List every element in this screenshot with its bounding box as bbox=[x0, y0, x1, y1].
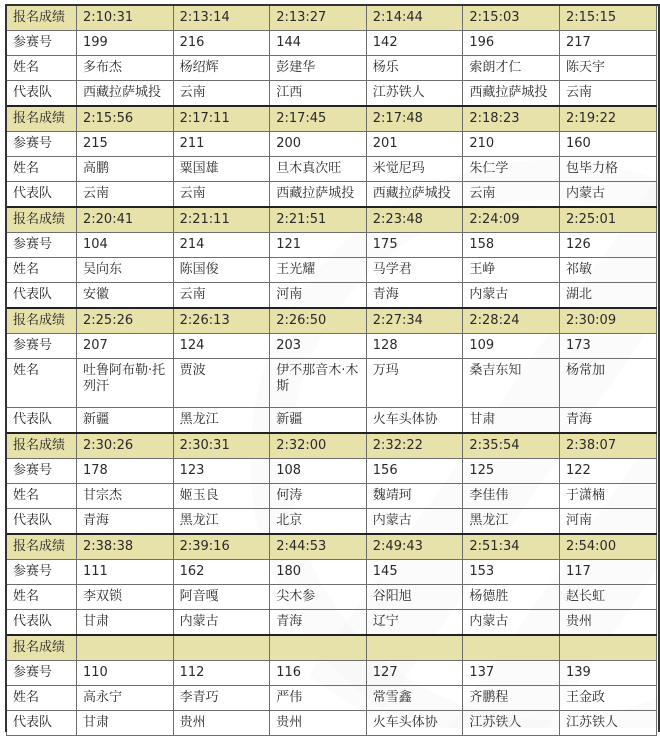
result-cell: 2:21:11 bbox=[173, 207, 270, 233]
row-label-team: 代表队 bbox=[7, 81, 77, 107]
result-cell: 2:54:00 bbox=[559, 534, 656, 560]
name-cell: 陈国俊 bbox=[173, 258, 270, 283]
name-cell: 杨常加 bbox=[559, 359, 656, 408]
team-cell: 甘肃 bbox=[77, 610, 174, 636]
result-cell: 2:44:53 bbox=[270, 534, 367, 560]
team-cell: 河南 bbox=[270, 283, 367, 309]
team-cell: 西藏拉萨城投 bbox=[366, 182, 463, 208]
team-cell: 湖北 bbox=[559, 283, 656, 309]
result-cell: 2:23:48 bbox=[366, 207, 463, 233]
result-cell: 2:39:16 bbox=[173, 534, 270, 560]
team-row bbox=[7, 509, 657, 535]
name-cell: 王金政 bbox=[559, 686, 656, 711]
result-row bbox=[7, 534, 657, 560]
team-row bbox=[7, 610, 657, 636]
result-cell: 2:17:11 bbox=[173, 106, 270, 132]
bib-cell: 108 bbox=[270, 459, 367, 484]
result-cell bbox=[559, 635, 656, 661]
name-cell: 索朗才仁 bbox=[463, 56, 560, 81]
team-row bbox=[7, 283, 657, 309]
result-cell: 2:18:23 bbox=[463, 106, 560, 132]
bib-cell: 116 bbox=[270, 661, 367, 686]
result-cell: 2:38:38 bbox=[77, 534, 174, 560]
result-cell: 2:32:22 bbox=[366, 433, 463, 459]
team-cell: 云南 bbox=[173, 283, 270, 309]
bib-cell: 153 bbox=[463, 560, 560, 585]
name-row bbox=[7, 56, 657, 81]
result-cell: 2:27:34 bbox=[366, 308, 463, 334]
team-cell: 云南 bbox=[173, 182, 270, 208]
result-cell: 2:21:51 bbox=[270, 207, 367, 233]
row-label-result: 报名成绩 bbox=[7, 106, 77, 132]
bib-cell: 110 bbox=[77, 661, 174, 686]
team-cell: 甘肃 bbox=[77, 711, 174, 736]
row-label-name: 姓名 bbox=[7, 585, 77, 610]
bib-cell: 121 bbox=[270, 233, 367, 258]
name-row bbox=[7, 686, 657, 711]
name-cell: 多布杰 bbox=[77, 56, 174, 81]
result-row bbox=[7, 106, 657, 132]
bib-cell: 124 bbox=[173, 334, 270, 359]
name-cell: 高永宁 bbox=[77, 686, 174, 711]
row-label-name: 姓名 bbox=[7, 484, 77, 509]
bib-cell: 211 bbox=[173, 132, 270, 157]
team-cell: 云南 bbox=[559, 81, 656, 107]
name-cell: 严伟 bbox=[270, 686, 367, 711]
bib-cell: 173 bbox=[559, 334, 656, 359]
row-label-bib: 参赛号 bbox=[7, 132, 77, 157]
result-cell: 2:30:31 bbox=[173, 433, 270, 459]
result-cell bbox=[270, 635, 367, 661]
result-cell: 2:14:44 bbox=[366, 6, 463, 31]
bib-cell: 111 bbox=[77, 560, 174, 585]
result-cell: 2:20:41 bbox=[77, 207, 174, 233]
team-cell: 内蒙古 bbox=[463, 610, 560, 636]
name-cell: 贾波 bbox=[173, 359, 270, 408]
row-label-name: 姓名 bbox=[7, 157, 77, 182]
result-cell: 2:28:24 bbox=[463, 308, 560, 334]
name-cell: 粟国雄 bbox=[173, 157, 270, 182]
row-label-result: 报名成绩 bbox=[7, 534, 77, 560]
bib-cell: 112 bbox=[173, 661, 270, 686]
result-cell: 2:15:03 bbox=[463, 6, 560, 31]
row-label-name: 姓名 bbox=[7, 56, 77, 81]
name-cell: 常雪鑫 bbox=[366, 686, 463, 711]
name-cell: 阿音嘎 bbox=[173, 585, 270, 610]
name-cell: 朱仁学 bbox=[463, 157, 560, 182]
team-cell: 内蒙古 bbox=[559, 182, 656, 208]
name-cell: 尖木参 bbox=[270, 585, 367, 610]
row-label-name: 姓名 bbox=[7, 258, 77, 283]
name-cell: 李青巧 bbox=[173, 686, 270, 711]
result-cell bbox=[77, 635, 174, 661]
team-cell: 北京 bbox=[270, 509, 367, 535]
bib-cell: 125 bbox=[463, 459, 560, 484]
bib-cell: 145 bbox=[366, 560, 463, 585]
row-label-name: 姓名 bbox=[7, 686, 77, 711]
bib-cell: 123 bbox=[173, 459, 270, 484]
name-cell: 姬玉良 bbox=[173, 484, 270, 509]
team-cell: 江苏铁人 bbox=[366, 81, 463, 107]
result-cell bbox=[463, 635, 560, 661]
result-row bbox=[7, 207, 657, 233]
results-sheet bbox=[6, 5, 656, 736]
registration-results-table bbox=[6, 5, 657, 736]
bib-cell: 137 bbox=[463, 661, 560, 686]
name-cell: 陈天宇 bbox=[559, 56, 656, 81]
row-label-bib: 参赛号 bbox=[7, 459, 77, 484]
bib-cell: 201 bbox=[366, 132, 463, 157]
team-cell: 内蒙古 bbox=[463, 283, 560, 309]
team-row bbox=[7, 711, 657, 736]
result-cell: 2:35:54 bbox=[463, 433, 560, 459]
name-cell: 赵长虹 bbox=[559, 585, 656, 610]
team-cell: 青海 bbox=[270, 610, 367, 636]
bib-cell: 203 bbox=[270, 334, 367, 359]
row-label-bib: 参赛号 bbox=[7, 661, 77, 686]
name-cell: 齐鹏程 bbox=[463, 686, 560, 711]
row-label-team: 代表队 bbox=[7, 408, 77, 434]
row-label-result: 报名成绩 bbox=[7, 6, 77, 31]
bib-cell: 126 bbox=[559, 233, 656, 258]
team-cell: 甘肃 bbox=[463, 408, 560, 434]
name-cell: 高鹏 bbox=[77, 157, 174, 182]
name-cell: 魏靖珂 bbox=[366, 484, 463, 509]
name-cell: 彭建华 bbox=[270, 56, 367, 81]
result-cell: 2:19:22 bbox=[559, 106, 656, 132]
team-cell: 火车头体协 bbox=[366, 711, 463, 736]
bib-row bbox=[7, 31, 657, 56]
row-label-team: 代表队 bbox=[7, 610, 77, 636]
result-cell bbox=[366, 635, 463, 661]
result-cell: 2:49:43 bbox=[366, 534, 463, 560]
bib-cell: 128 bbox=[366, 334, 463, 359]
bib-cell: 127 bbox=[366, 661, 463, 686]
team-cell: 贵州 bbox=[173, 711, 270, 736]
result-cell: 2:30:09 bbox=[559, 308, 656, 334]
row-label-team: 代表队 bbox=[7, 509, 77, 535]
bib-row bbox=[7, 661, 657, 686]
row-label-team: 代表队 bbox=[7, 283, 77, 309]
name-cell: 何涛 bbox=[270, 484, 367, 509]
bib-cell: 117 bbox=[559, 560, 656, 585]
name-cell: 王峥 bbox=[463, 258, 560, 283]
team-cell: 内蒙古 bbox=[366, 509, 463, 535]
name-cell: 杨乐 bbox=[366, 56, 463, 81]
row-label-result: 报名成绩 bbox=[7, 207, 77, 233]
team-cell: 黑龙江 bbox=[463, 509, 560, 535]
team-row bbox=[7, 182, 657, 208]
team-cell: 贵州 bbox=[270, 711, 367, 736]
name-cell: 米觉尼玛 bbox=[366, 157, 463, 182]
team-cell: 江苏铁人 bbox=[463, 711, 560, 736]
name-cell: 吴向东 bbox=[77, 258, 174, 283]
bib-cell: 215 bbox=[77, 132, 174, 157]
bib-cell: 207 bbox=[77, 334, 174, 359]
bib-cell: 199 bbox=[77, 31, 174, 56]
name-cell: 杨德胜 bbox=[463, 585, 560, 610]
result-cell: 2:38:07 bbox=[559, 433, 656, 459]
name-row bbox=[7, 258, 657, 283]
team-cell: 云南 bbox=[173, 81, 270, 107]
team-cell: 河南 bbox=[559, 509, 656, 535]
row-label-team: 代表队 bbox=[7, 711, 77, 736]
team-row bbox=[7, 81, 657, 107]
result-row bbox=[7, 308, 657, 334]
name-row bbox=[7, 359, 657, 408]
result-cell: 2:24:09 bbox=[463, 207, 560, 233]
bib-cell: 178 bbox=[77, 459, 174, 484]
team-cell: 青海 bbox=[559, 408, 656, 434]
result-cell bbox=[173, 635, 270, 661]
team-cell: 西藏拉萨城投 bbox=[463, 81, 560, 107]
row-label-bib: 参赛号 bbox=[7, 233, 77, 258]
bib-cell: 214 bbox=[173, 233, 270, 258]
result-cell: 2:15:56 bbox=[77, 106, 174, 132]
bib-cell: 216 bbox=[173, 31, 270, 56]
team-row bbox=[7, 408, 657, 434]
name-cell: 桑吉东知 bbox=[463, 359, 560, 408]
row-label-team: 代表队 bbox=[7, 182, 77, 208]
team-cell: 内蒙古 bbox=[173, 610, 270, 636]
team-cell: 安徽 bbox=[77, 283, 174, 309]
bib-cell: 217 bbox=[559, 31, 656, 56]
bib-cell: 156 bbox=[366, 459, 463, 484]
row-label-name: 姓名 bbox=[7, 359, 77, 408]
name-cell: 于潇楠 bbox=[559, 484, 656, 509]
name-cell: 吐鲁阿布勒·托列汗 bbox=[77, 359, 174, 408]
name-cell: 王光耀 bbox=[270, 258, 367, 283]
bib-cell: 144 bbox=[270, 31, 367, 56]
name-cell: 伊不那音木·木斯 bbox=[270, 359, 367, 408]
name-row bbox=[7, 157, 657, 182]
bib-cell: 158 bbox=[463, 233, 560, 258]
row-label-result: 报名成绩 bbox=[7, 433, 77, 459]
result-cell: 2:17:48 bbox=[366, 106, 463, 132]
bib-cell: 109 bbox=[463, 334, 560, 359]
team-cell: 新疆 bbox=[270, 408, 367, 434]
result-cell: 2:13:14 bbox=[173, 6, 270, 31]
name-cell: 谷阳旭 bbox=[366, 585, 463, 610]
team-cell: 西藏拉萨城投 bbox=[270, 182, 367, 208]
team-cell: 青海 bbox=[77, 509, 174, 535]
name-cell: 李双锁 bbox=[77, 585, 174, 610]
team-cell: 青海 bbox=[366, 283, 463, 309]
team-cell: 新疆 bbox=[77, 408, 174, 434]
name-cell: 祁敏 bbox=[559, 258, 656, 283]
team-cell: 黑龙江 bbox=[173, 408, 270, 434]
bib-cell: 175 bbox=[366, 233, 463, 258]
bib-cell: 104 bbox=[77, 233, 174, 258]
name-row bbox=[7, 585, 657, 610]
team-cell: 贵州 bbox=[559, 610, 656, 636]
row-label-result: 报名成绩 bbox=[7, 635, 77, 661]
team-cell: 西藏拉萨城投 bbox=[77, 81, 174, 107]
team-cell: 黑龙江 bbox=[173, 509, 270, 535]
name-cell: 马学君 bbox=[366, 258, 463, 283]
bib-row bbox=[7, 132, 657, 157]
team-cell: 江苏铁人 bbox=[559, 711, 656, 736]
bib-row bbox=[7, 233, 657, 258]
row-label-result: 报名成绩 bbox=[7, 308, 77, 334]
result-row bbox=[7, 6, 657, 31]
bib-cell: 122 bbox=[559, 459, 656, 484]
result-cell: 2:32:00 bbox=[270, 433, 367, 459]
row-label-bib: 参赛号 bbox=[7, 560, 77, 585]
result-cell: 2:10:31 bbox=[77, 6, 174, 31]
result-cell: 2:13:27 bbox=[270, 6, 367, 31]
bib-cell: 162 bbox=[173, 560, 270, 585]
bib-row bbox=[7, 560, 657, 585]
result-row bbox=[7, 635, 657, 661]
team-cell: 江西 bbox=[270, 81, 367, 107]
name-row bbox=[7, 484, 657, 509]
row-label-bib: 参赛号 bbox=[7, 334, 77, 359]
bib-cell: 196 bbox=[463, 31, 560, 56]
team-cell: 火车头体协 bbox=[366, 408, 463, 434]
name-cell: 包毕力格 bbox=[559, 157, 656, 182]
bib-cell: 180 bbox=[270, 560, 367, 585]
bib-cell: 200 bbox=[270, 132, 367, 157]
name-cell: 杨绍辉 bbox=[173, 56, 270, 81]
result-cell: 2:51:34 bbox=[463, 534, 560, 560]
result-cell: 2:26:13 bbox=[173, 308, 270, 334]
result-cell: 2:25:01 bbox=[559, 207, 656, 233]
team-cell: 辽宁 bbox=[366, 610, 463, 636]
result-row bbox=[7, 433, 657, 459]
name-cell: 李佳伟 bbox=[463, 484, 560, 509]
team-cell: 云南 bbox=[77, 182, 174, 208]
result-cell: 2:30:26 bbox=[77, 433, 174, 459]
name-cell: 万玛 bbox=[366, 359, 463, 408]
bib-cell: 210 bbox=[463, 132, 560, 157]
result-cell: 2:17:45 bbox=[270, 106, 367, 132]
result-cell: 2:25:26 bbox=[77, 308, 174, 334]
name-cell: 甘宗杰 bbox=[77, 484, 174, 509]
name-cell: 旦木真次旺 bbox=[270, 157, 367, 182]
bib-row bbox=[7, 459, 657, 484]
team-cell: 云南 bbox=[463, 182, 560, 208]
row-label-bib: 参赛号 bbox=[7, 31, 77, 56]
bib-cell: 139 bbox=[559, 661, 656, 686]
bib-cell: 142 bbox=[366, 31, 463, 56]
result-cell: 2:26:50 bbox=[270, 308, 367, 334]
bib-cell: 160 bbox=[559, 132, 656, 157]
table-body bbox=[7, 6, 657, 736]
result-cell: 2:15:15 bbox=[559, 6, 656, 31]
bib-row bbox=[7, 334, 657, 359]
